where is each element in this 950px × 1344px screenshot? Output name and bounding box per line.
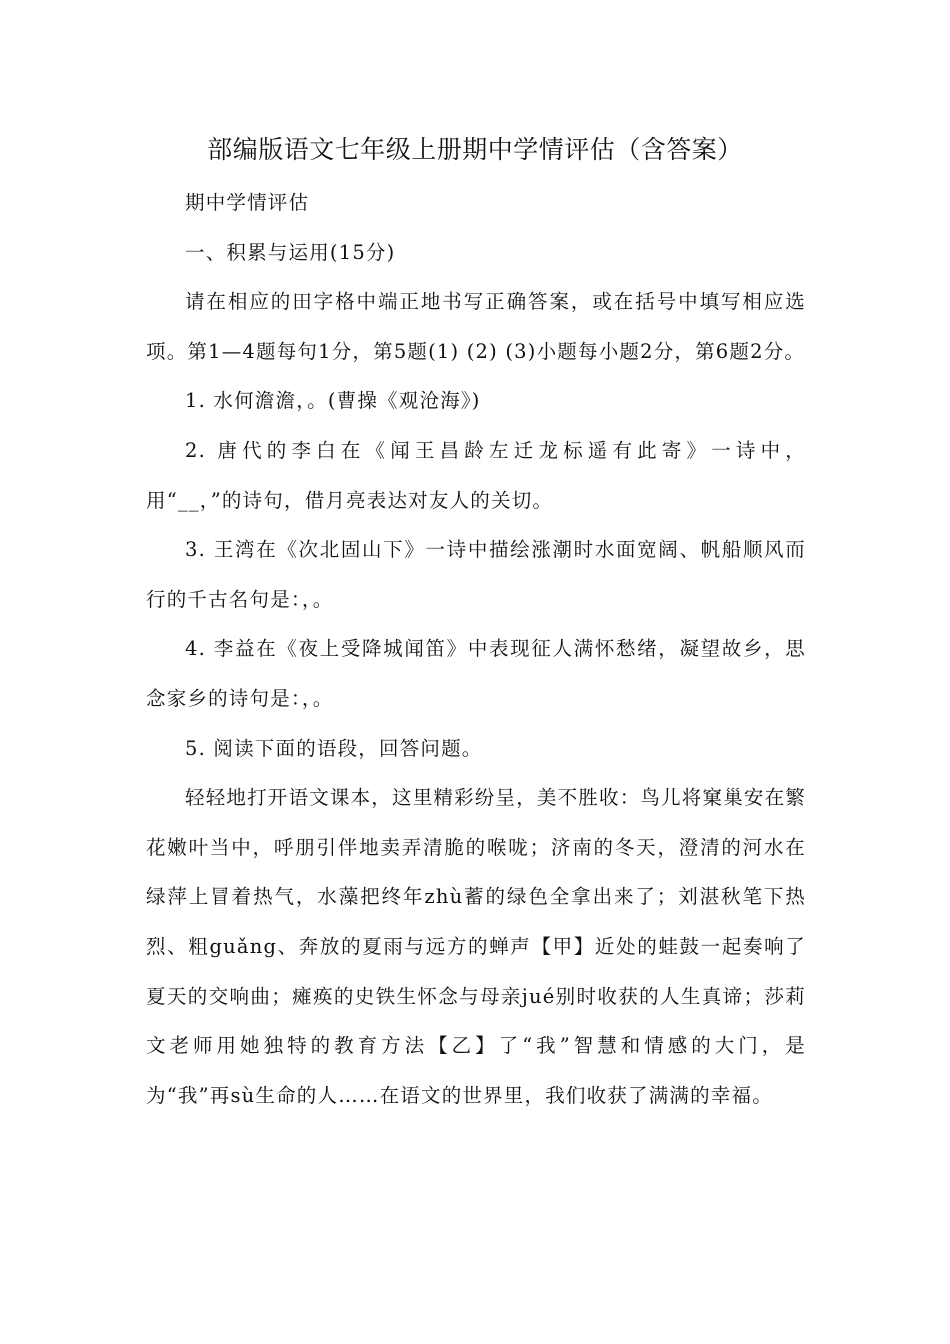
document-body — [146, 178, 806, 1120]
question-4: 4. 李益在《夜上受降城闻笛》中表现征人满怀愁绪，凝望故乡，思念家乡的诗句是：，。 — [146, 637, 806, 710]
question-1: 1. 水何澹澹，。(曹操《观沧海》) — [185, 389, 481, 413]
reading-passage: 轻轻地打开语文课本，这里精彩纷呈，美不胜收：鸟儿将窠巢安在繁花嫩叶当中，呼朋引伴地卖弄清脆的喉咙；济南的冬天，澄清的河水在绿萍上冒着热气，水藻把终年zhù蓄的绿色全拿出来了；刘湛秋笔下热烈、粗guǎng、奔放的夏雨与远方的蝉声【甲】近处的蛙鼓一起奏响了夏天的交响曲；瘫痪的史铁生怀念与母亲jué别时收获的人生真谛；莎莉文老师用她独特的教育方法【乙】了“我”智慧和情感的大门，是为“我”再sù生命的人……在语文的世界里，我们收获了满满的幸福。 — [146, 786, 807, 1107]
part-heading: 一、积累与运用(15分) — [185, 240, 396, 264]
question-2: 2. 唐代的李白在《闻王昌龄左迁龙标遥有此寄》一诗中，用“__，”的诗句，借月亮表达对友人的关切。 — [146, 438, 806, 512]
question-5: 5. 阅读下面的语段，回答问题。 — [185, 736, 483, 760]
document-title: 部编版语文七年级上册期中学情评估（含答案） — [207, 135, 743, 164]
instructions-paragraph: 请在相应的田字格中端正地书写正确答案，或在括号中填写相应选项。第1—4题每句1分，第5题(1) (2) (3)小题每小题2分，第6题2分。 — [146, 290, 806, 363]
section-heading: 期中学情评估 — [185, 191, 310, 214]
question-3: 3. 王湾在《次北固山下》一诗中描绘涨潮时水面宽阔、帆船顺风而行的千古名句是：，。 — [146, 538, 806, 611]
